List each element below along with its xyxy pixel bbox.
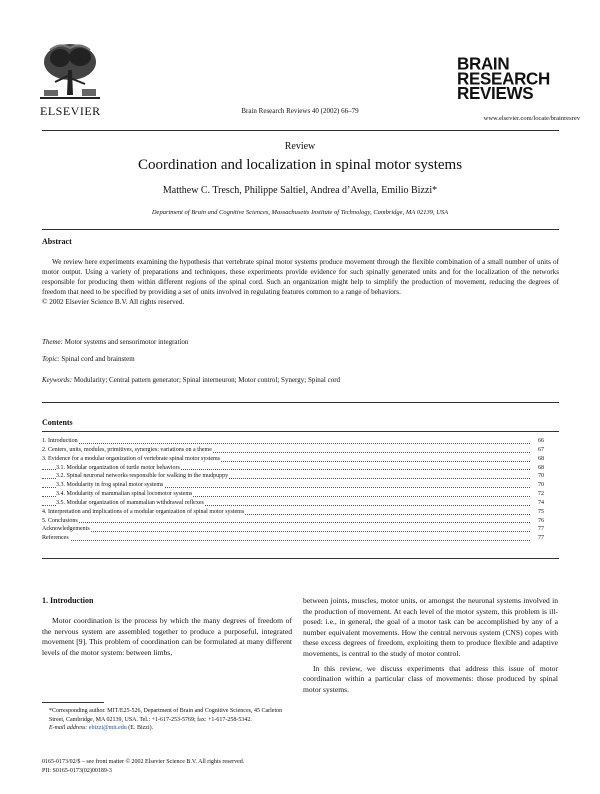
toc-label: 3.5. Modular organization of mammalian withdrawal reflexes <box>56 499 204 506</box>
contents-rule <box>42 402 559 403</box>
intro-left-column <box>42 616 292 658</box>
toc-label: 1. Introduction <box>42 438 78 444</box>
journal-logo-line: REVIEWS <box>457 83 534 104</box>
journal-logo-line: BRAIN <box>457 53 510 74</box>
table-of-contents <box>42 437 544 543</box>
author-affiliation: Department of Brain and Cognitive Sciences, Massachusetts Institute of Technology, Cambridge, MA 02139, USA <box>151 209 449 216</box>
footnote-rule <box>42 702 104 703</box>
keywords-label: Keywords: <box>42 376 73 384</box>
header-rule <box>42 130 559 131</box>
toc-label: 3.1. Modular organization of turtle motor behaviors <box>56 464 180 471</box>
toc-label: 5. Conclusions <box>42 517 78 524</box>
toc-entry[interactable] <box>42 490 544 499</box>
toc-entry[interactable] <box>42 534 544 543</box>
toc-entry[interactable] <box>42 455 544 464</box>
email-suffix: (E. Bizzi). <box>128 725 154 732</box>
toc-label: 3. Evidence for a modular organization of vertebrate spinal motor systems <box>42 455 221 462</box>
journal-logo <box>457 53 551 104</box>
intro-heading: 1. Introduction <box>42 596 94 605</box>
article-title: Coordination and localization in spinal motor systems <box>137 157 463 173</box>
toc-entry[interactable] <box>42 525 544 534</box>
front-matter-info <box>42 758 244 775</box>
toc-label: 2. Centers, units, modules, primitives, synergies: variations on a theme <box>42 446 212 453</box>
corresponding-author-footnote <box>42 707 292 733</box>
intro-right-column <box>303 596 558 695</box>
toc-entry[interactable] <box>42 437 544 446</box>
toc-page: 76 <box>538 517 544 524</box>
toc-label: 4. Interpretation and implications of a modular organization of spinal motor systems <box>42 508 245 515</box>
toc-page: 72 <box>538 491 544 498</box>
abstract-body <box>42 257 559 307</box>
toc-page: 68 <box>538 464 544 471</box>
toc-page: 77 <box>538 526 544 533</box>
front-matter-line: 0165-0173/02/$ – see front matter © 2002 Elsevier Science B.V. All rights reserved. <box>42 759 245 765</box>
intro-paragraph: between joints, muscles, motor units, or amongst the neuronal systems involved in the production of movement. At each level of the motor system, this problem is ill-posed: i.e., in general, the goal of a motor task can be accomplished by any of a number equivalent movements. How the central nervous system (CNS) copes with these excess degrees of freedom, exploiting them to produce flexible and adaptive movements, is central to the study of motor control. <box>303 596 558 658</box>
contents-head-rule <box>42 431 559 432</box>
article-type: Review <box>284 141 316 152</box>
journal-logo-line: RESEARCH <box>457 68 551 89</box>
copyright-notice: © 2002 Elsevier Science B.V. All rights reserved. <box>42 298 185 307</box>
toc-label: 3.4. Modularity of mammalian spinal locomotor systems <box>56 491 193 498</box>
abstract-rule <box>42 229 559 230</box>
elsevier-tree-logo <box>40 40 100 102</box>
toc-page: 77 <box>538 535 544 542</box>
toc-page: 75 <box>538 508 544 515</box>
toc-page: 70 <box>538 482 544 489</box>
journal-citation: Brain Research Reviews 40 (2002) 66–79 <box>241 107 359 115</box>
toc-entry[interactable] <box>42 517 544 526</box>
journal-url[interactable]: www.elsevier.com/locate/brainresrev <box>483 115 580 122</box>
abstract-paragraph: We review here experiments examining the hypothesis that vertebrate spinal motor systems produce movement through the flexible combination of a small number of units of motor output. Using a variety of preparations and techniques, these experiments provide evidence for such spinally generated units and for the localization of the networks responsible for producing them within different regions of the spinal cord. Such an organization might help to simplify the production of movement, reducing the degrees of freedom that need to be specified by providing a set of units involved in regulating features common to a range of behaviors. <box>42 258 559 297</box>
topic-label: Topic: <box>42 355 60 363</box>
toc-entry[interactable] <box>42 472 544 481</box>
topic-line <box>42 355 135 363</box>
article-authors: Matthew C. Tresch, Philippe Saltiel, Andrea d’Avella, Emilio Bizzi* <box>162 185 438 196</box>
toc-label: 3.2. Spinal neuronal networks responsible for walking in the mudpuppy <box>56 473 229 480</box>
toc-page: 66 <box>538 438 544 444</box>
pii-line: PII: S0165-0173(02)00189-3 <box>42 767 112 774</box>
contents-heading: Contents <box>42 418 73 427</box>
theme-label: Theme: <box>42 338 63 346</box>
email-label: E-mail address: <box>49 725 88 732</box>
email-link[interactable]: ebizzi@mit.edu <box>88 725 127 732</box>
toc-entry[interactable] <box>42 446 544 455</box>
toc-page: 70 <box>538 473 544 480</box>
toc-page: 68 <box>538 455 544 462</box>
toc-entry[interactable] <box>42 499 544 508</box>
publisher-name: ELSEVIER <box>40 104 101 118</box>
toc-label: Acknowledgements <box>42 526 90 533</box>
toc-entry[interactable] <box>42 464 544 473</box>
theme-value: Motor systems and sensorimotor integration <box>64 338 189 346</box>
contents-bottom-rule <box>42 558 559 559</box>
keywords-value: Modularity; Central pattern generator; Spinal interneuron; Motor control; Synergy; Spinal cord <box>73 376 341 384</box>
toc-entry[interactable] <box>42 481 544 490</box>
toc-page: 67 <box>538 446 544 453</box>
intro-paragraph: Motor coordination is the process by which the many degrees of freedom of the nervous system are assembled together to produce a purposeful, integrated movement [9]. This problem of coordination can be formulated at many different levels of the motor system: between limbs, <box>42 616 292 657</box>
toc-label: 3.3. Modularity in frog spinal motor systems <box>56 482 164 489</box>
keywords-line <box>42 376 340 384</box>
intro-paragraph: In this review, we discuss experiments that address this issue of motor coordination within a particular class of movements: those produced by spinal motor systems. <box>303 663 558 694</box>
toc-label: References <box>42 535 69 542</box>
toc-page: 74 <box>538 499 544 506</box>
abstract-heading: Abstract <box>42 237 72 246</box>
topic-value: Spinal cord and brainstem <box>61 355 135 363</box>
footnote-text: *Corresponding author. MIT/E25-526, Department of Brain and Cognitive Sciences, 45 Carleton Street, Cambridge, MA 02139, USA. Tel.: +1-617-253-5769; fax: +1-617-258-5342. <box>49 708 283 723</box>
theme-line <box>42 338 188 346</box>
toc-entry[interactable] <box>42 508 544 517</box>
